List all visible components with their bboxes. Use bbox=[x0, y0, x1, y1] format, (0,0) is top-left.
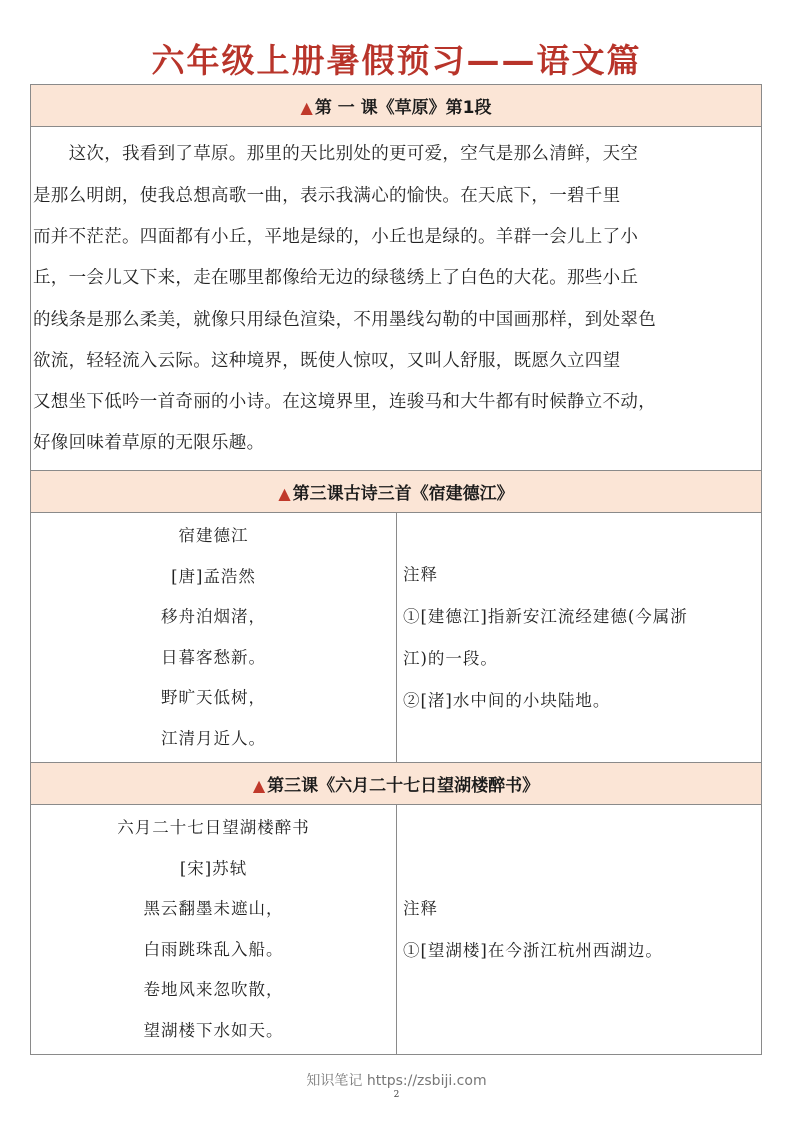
passage-line: 丘，一会儿又下来，走在哪里都像给无边的绿毯绣上了白色的大花。那些小丘 bbox=[33, 268, 639, 289]
note-line: 江)的一段。 bbox=[403, 648, 498, 668]
poem-block bbox=[31, 513, 397, 763]
passage-line: 又想坐下低吟一首奇丽的小诗。在这境界里，连骏马和大牛都有时候静立不动， bbox=[33, 392, 656, 413]
notes-block bbox=[397, 513, 762, 763]
poem-line: 野旷天低树， bbox=[161, 688, 266, 707]
passage-line: 好像回味着草原的无限乐趣。 bbox=[33, 433, 265, 454]
passage-line: 是那么明朗，使我总想高歌一曲，表示我满心的愉快。在天底下，一碧千里 bbox=[33, 185, 621, 206]
notes-block bbox=[397, 805, 762, 1055]
poem-block bbox=[31, 805, 397, 1055]
triangle-icon: ▲ bbox=[278, 484, 291, 503]
section-heading-wanghulou bbox=[31, 763, 762, 805]
poem-line: 江清月近人。 bbox=[161, 728, 266, 748]
section-heading-text: 第三课《六月二十七日望湖楼醉书》 bbox=[267, 776, 540, 796]
poem-line: 黑云翻墨未遮山， bbox=[143, 899, 284, 918]
section-heading-text: 第 一 课《草原》第1段 bbox=[314, 98, 492, 118]
note-line: ②[渚]水中间的小块陆地。 bbox=[403, 690, 611, 710]
poem-line: 望湖楼下水如天。 bbox=[143, 1020, 284, 1040]
lesson-table bbox=[30, 84, 762, 1055]
note-line: ①[建德江]指新安江流经建德(今属浙 bbox=[403, 606, 688, 626]
section-heading-caoyuan bbox=[31, 85, 762, 127]
triangle-icon: ▲ bbox=[300, 98, 313, 117]
section-heading-text: 第三课古诗三首《宿建德江》 bbox=[292, 484, 514, 504]
poem-line: 移舟泊烟渚， bbox=[161, 607, 266, 626]
poem-line: 白雨跳珠乱入船。 bbox=[143, 939, 284, 959]
section-heading-sujiandejiang bbox=[31, 471, 762, 513]
passage-line: 的线条是那么柔美，就像只用绿色渲染，不用墨线勾勒的中国画那样，到处翠色 bbox=[33, 309, 656, 330]
poem-line: 卷地风来忽吹散， bbox=[143, 980, 284, 999]
passage-line: 而并不茫茫。四面都有小丘，平地是绿的，小丘也是绿的。羊群一会儿上了小 bbox=[33, 226, 639, 247]
notes-title: 注释 bbox=[403, 564, 438, 584]
poem-line: 日暮客愁新。 bbox=[161, 647, 266, 667]
poem-title: 宿建德江 bbox=[178, 526, 249, 545]
passage-block bbox=[31, 127, 762, 471]
page-title: 六年级上册暑假预习——语文篇 bbox=[151, 41, 642, 80]
footer-watermark: 知识笔记 https://zsbiji.com bbox=[306, 1073, 487, 1089]
note-line: ①[望湖楼]在今浙江杭州西湖边。 bbox=[403, 940, 663, 960]
triangle-icon: ▲ bbox=[252, 776, 266, 795]
poem-title: 六月二十七日望湖楼醉书 bbox=[117, 818, 310, 837]
poem-author: [宋]苏轼 bbox=[179, 858, 248, 878]
passage-line: 欲流，轻轻流入云际。这种境界，既使人惊叹，又叫人舒服，既愿久立四望 bbox=[33, 350, 621, 371]
poem-author: [唐]孟浩然 bbox=[171, 566, 256, 586]
passage-line: 这次，我看到了草原。那里的天比别处的更可爱，空气是那么清鲜，天空 bbox=[33, 144, 639, 165]
page-number: 2 bbox=[393, 1090, 400, 1100]
notes-title: 注释 bbox=[403, 898, 438, 918]
